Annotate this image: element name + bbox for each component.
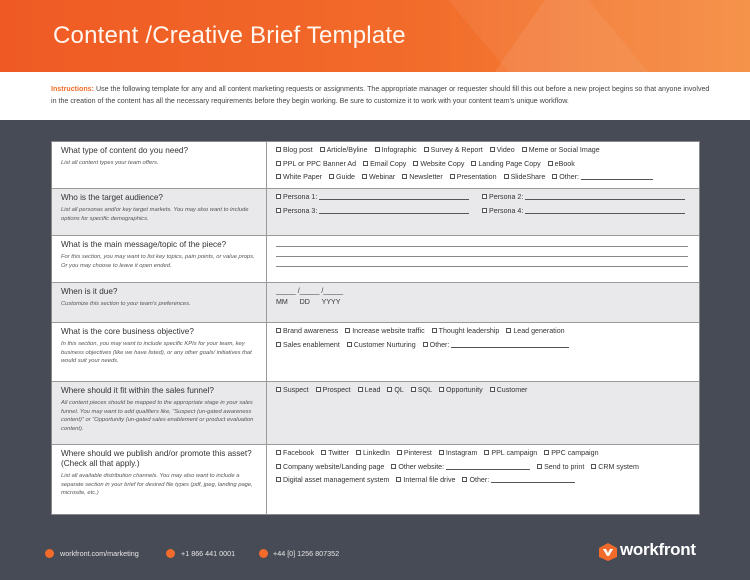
instructions-label: Instructions:: [51, 85, 94, 93]
checkbox[interactable]: [522, 147, 527, 152]
option-ebook[interactable]: eBook: [548, 160, 575, 168]
question-description: All content pieces should be mapped to the appropriate stage in your sales funnel. You may want to add qualifiers like, “Suspect (un-gated awareness content)” or “Opportunity (un-gated sales enablement or product evaluation content).: [61, 400, 254, 432]
checkbox[interactable]: [276, 194, 281, 199]
option-website-copy[interactable]: Website Copy: [413, 160, 464, 168]
footer-phone-uk: +44 [0] 1256 807352: [273, 549, 340, 558]
checkbox[interactable]: [537, 464, 542, 469]
checkbox[interactable]: [321, 450, 326, 455]
option-survey-report[interactable]: Survey & Report: [424, 146, 483, 154]
instructions-text: Use the following template for any and all content marketing requests or assignments. The appropriate manager or requester should fill this out before a new project begins so that anyone involved in the creation of the content has all the necessary requirements before they begin working. Be sure to customize it to work with your content team's unique workflow.: [51, 85, 710, 105]
option-ppl-ppc-banner[interactable]: PPL or PPC Banner Ad: [276, 160, 356, 168]
header-banner: [0, 0, 750, 72]
row-business-objective: [52, 323, 699, 382]
checkbox[interactable]: [490, 147, 495, 152]
date-format-labels: MM DD YYYY: [276, 297, 341, 306]
option-pinterest[interactable]: Pinterest: [397, 449, 432, 457]
option-company-website[interactable]: Company website/Landing page: [276, 463, 384, 471]
other-website-field[interactable]: [446, 463, 530, 470]
option-video[interactable]: Video: [490, 146, 515, 154]
question-description: List all personas and/or key target markets. You may also want to include options for specific demographics.: [61, 207, 249, 222]
persona-line: [276, 207, 689, 221]
checkbox[interactable]: [450, 174, 455, 179]
checkbox[interactable]: [345, 328, 350, 333]
option-customer[interactable]: Customer: [490, 386, 528, 394]
checkbox[interactable]: [347, 342, 352, 347]
option-ppc-campaign[interactable]: PPC campaign: [544, 449, 598, 457]
row-due-date: [52, 283, 699, 323]
option-other[interactable]: Other:: [462, 476, 575, 484]
answer-line[interactable]: [276, 246, 688, 247]
options-line: [276, 476, 689, 490]
row-publish-promote: [52, 445, 699, 515]
checkbox[interactable]: [413, 161, 418, 166]
answer-cell: [268, 323, 699, 381]
question-description: In this section, you may want to include specific KPIs for your team, key business objectives (like we have listed), or any other goals/ initiatives that would suit your needs.: [61, 341, 252, 365]
option-webinar[interactable]: Webinar: [362, 173, 395, 181]
question-label: Where should we publish and/or promote this asset? (Check all that apply.): [61, 449, 252, 468]
other-field[interactable]: [581, 173, 653, 180]
options-line: [276, 386, 689, 400]
question-description: Customize this section to your team's preferences.: [61, 301, 191, 307]
checkbox[interactable]: [423, 342, 428, 347]
checkbox[interactable]: [276, 174, 281, 179]
checkbox[interactable]: [544, 450, 549, 455]
workfront-logo-icon: [598, 542, 618, 562]
options-line: [276, 463, 689, 477]
footer-phone-us: +1 866 441 0001: [181, 549, 236, 558]
checkbox[interactable]: [356, 450, 361, 455]
checkbox[interactable]: [462, 477, 467, 482]
option-other[interactable]: Other:: [552, 173, 653, 181]
globe-icon: [45, 549, 54, 558]
persona-4-field[interactable]: [525, 207, 685, 214]
question-label: What is the main message/topic of the piece?: [61, 240, 227, 249]
question-cell: [52, 323, 267, 381]
checkbox[interactable]: [276, 464, 281, 469]
question-label: What type of content do you need?: [61, 146, 188, 155]
checkbox[interactable]: [358, 387, 363, 392]
option-opportunity[interactable]: Opportunity: [439, 386, 483, 394]
option-internal-file-drive[interactable]: Internal file drive: [396, 476, 455, 484]
checkbox[interactable]: [276, 328, 281, 333]
option-article-byline[interactable]: Article/Byline: [320, 146, 368, 154]
checkbox[interactable]: [316, 387, 321, 392]
workfront-logo-text: workfront: [620, 540, 696, 559]
question-cell: [52, 189, 267, 235]
page-title: Content /Creative Brief Template: [53, 22, 406, 49]
checkbox[interactable]: [276, 387, 281, 392]
option-other[interactable]: Other:: [423, 341, 570, 349]
options-line: [276, 173, 689, 187]
answer-cell: [268, 382, 699, 444]
option-slideshare[interactable]: SlideShare: [504, 173, 546, 181]
phone-icon: [166, 549, 175, 558]
option-facebook[interactable]: Facebook: [276, 449, 314, 457]
checkbox[interactable]: [397, 450, 402, 455]
options-line: [276, 160, 689, 174]
question-cell: [52, 445, 267, 515]
option-other-website[interactable]: Other website:: [391, 463, 530, 471]
option-meme-social-image[interactable]: Meme or Social Image: [522, 146, 600, 154]
persona-4[interactable]: Persona 4:: [482, 207, 685, 215]
checkbox[interactable]: [482, 208, 487, 213]
question-cell: [52, 283, 267, 322]
option-customer-nurturing[interactable]: Customer Nurturing: [347, 341, 416, 349]
option-infographic[interactable]: Infographic: [375, 146, 417, 154]
checkbox[interactable]: [411, 387, 416, 392]
option-lead[interactable]: Lead: [358, 386, 381, 394]
option-landing-page-copy[interactable]: Landing Page Copy: [471, 160, 540, 168]
option-crm-system[interactable]: CRM system: [591, 463, 639, 471]
date-input[interactable]: _____ /_____ /_____: [276, 287, 344, 295]
checkbox[interactable]: [276, 208, 281, 213]
question-cell: [52, 142, 267, 188]
option-email-copy[interactable]: Email Copy: [363, 160, 406, 168]
answer-cell: [268, 283, 699, 322]
checkbox[interactable]: [432, 328, 437, 333]
option-ppl-campaign[interactable]: PPL campaign: [484, 449, 537, 457]
option-blog-post[interactable]: Blog post: [276, 146, 313, 154]
row-target-audience: [52, 189, 699, 236]
option-sales-enablement[interactable]: Sales enablement: [276, 341, 340, 349]
options-line: [276, 341, 689, 355]
checkbox[interactable]: [506, 328, 511, 333]
persona-2-field[interactable]: [525, 193, 685, 200]
question-description: List all available distribution channels. You may also want to include a separate section in your brief for desired file types (pdf, jpeg, landing page, microsite, etc.): [61, 473, 253, 497]
brief-form-table: [51, 141, 700, 515]
question-label: What is the core business objective?: [61, 327, 194, 336]
row-content-type: [52, 142, 699, 189]
checkbox[interactable]: [424, 147, 429, 152]
other-field[interactable]: [491, 476, 575, 483]
option-instagram[interactable]: Instagram: [439, 449, 478, 457]
persona-2[interactable]: Persona 2:: [482, 193, 685, 201]
checkbox[interactable]: [320, 147, 325, 152]
persona-line: [276, 193, 689, 207]
checkbox[interactable]: [363, 161, 368, 166]
options-line: [276, 449, 689, 463]
checkbox[interactable]: [375, 147, 380, 152]
option-sql[interactable]: SQL: [411, 386, 432, 394]
other-field[interactable]: [451, 341, 569, 348]
persona-3[interactable]: Persona 3:: [276, 207, 469, 215]
checkbox[interactable]: [396, 477, 401, 482]
checkbox[interactable]: [490, 387, 495, 392]
checkbox[interactable]: [276, 161, 281, 166]
option-guide[interactable]: Guide: [329, 173, 355, 181]
persona-1[interactable]: Persona 1:: [276, 193, 469, 201]
options-line: [276, 327, 689, 341]
option-brand-awareness[interactable]: Brand awareness: [276, 327, 338, 335]
option-send-to-print[interactable]: Send to print: [537, 463, 584, 471]
form-panel: [0, 120, 750, 580]
option-linkedin[interactable]: LinkedIn: [356, 449, 390, 457]
checkbox[interactable]: [471, 161, 476, 166]
checkbox[interactable]: [276, 147, 281, 152]
question-description: List all content types your team offers.: [61, 160, 159, 166]
checkbox[interactable]: [552, 174, 557, 179]
option-prospect[interactable]: Prospect: [316, 386, 351, 394]
option-ql[interactable]: QL: [387, 386, 403, 394]
checkbox[interactable]: [276, 477, 281, 482]
checkbox[interactable]: [439, 387, 444, 392]
option-thought-leadership[interactable]: Thought leadership: [432, 327, 500, 335]
option-twitter[interactable]: Twitter: [321, 449, 349, 457]
checkbox[interactable]: [362, 174, 367, 179]
question-cell: [52, 236, 267, 282]
checkbox[interactable]: [276, 342, 281, 347]
answer-cell: [268, 445, 699, 515]
checkbox[interactable]: [391, 464, 396, 469]
checkbox[interactable]: [482, 194, 487, 199]
option-increase-traffic[interactable]: Increase website traffic: [345, 327, 424, 335]
question-cell: [52, 382, 267, 444]
persona-3-field[interactable]: [319, 207, 469, 214]
question-description: For this section, you may want to list key topics, pain points, or value props. Or you may choose to leave it open ended.: [61, 254, 255, 269]
row-main-message: [52, 236, 699, 283]
options-line: [276, 146, 689, 160]
option-suspect[interactable]: Suspect: [276, 386, 309, 394]
footer: [0, 540, 750, 580]
phone-icon: [259, 549, 268, 558]
option-lead-generation[interactable]: Lead generation: [506, 327, 564, 335]
checkbox[interactable]: [402, 174, 407, 179]
checkbox[interactable]: [504, 174, 509, 179]
option-white-paper[interactable]: White Paper: [276, 173, 322, 181]
checkbox[interactable]: [329, 174, 334, 179]
footer-website[interactable]: workfront.com/marketing: [60, 549, 139, 558]
checkbox[interactable]: [387, 387, 392, 392]
row-sales-funnel: [52, 382, 699, 445]
option-dam-system[interactable]: Digital asset management system: [276, 476, 389, 484]
answer-cell[interactable]: [268, 236, 699, 282]
question-label: Where should it fit within the sales funnel?: [61, 386, 214, 395]
option-newsletter[interactable]: Newsletter: [402, 173, 443, 181]
question-label: Who is the target audience?: [61, 193, 163, 202]
checkbox[interactable]: [484, 450, 489, 455]
checkbox[interactable]: [591, 464, 596, 469]
instructions: [0, 72, 750, 120]
checkbox[interactable]: [276, 450, 281, 455]
option-presentation[interactable]: Presentation: [450, 173, 497, 181]
checkbox[interactable]: [548, 161, 553, 166]
answer-cell: [268, 189, 699, 235]
question-label: When is it due?: [61, 287, 118, 296]
persona-1-field[interactable]: [319, 193, 469, 200]
checkbox[interactable]: [439, 450, 444, 455]
answer-line[interactable]: [276, 256, 688, 257]
answer-cell: [268, 142, 699, 188]
answer-line[interactable]: [276, 266, 688, 267]
